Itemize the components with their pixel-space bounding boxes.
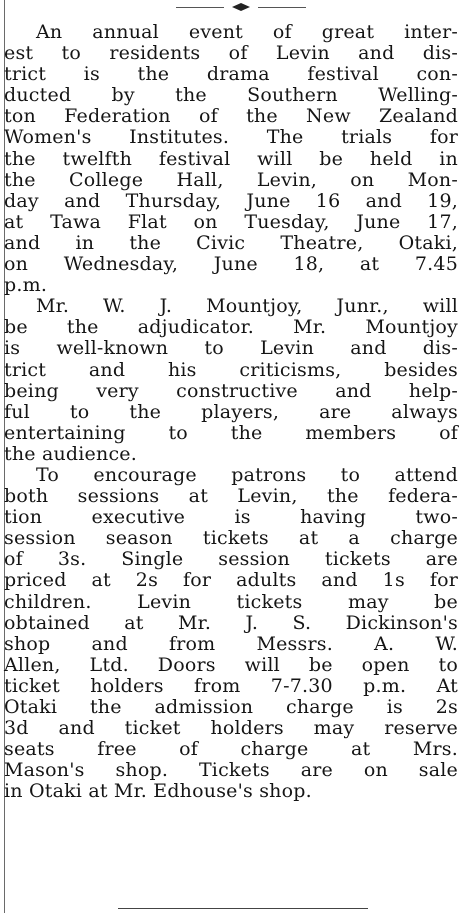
text-line: An annual event of great inter-: [36, 21, 458, 43]
text-line: shop and from Messrs. A. W.: [4, 632, 458, 655]
text-line: is well-known to Levin and dis-: [4, 337, 458, 360]
text-line: both sessions at Levin, the federa-: [4, 485, 458, 508]
text-line: 3d and ticket holders may reserve: [4, 717, 458, 740]
text-line: at Tawa Flat on Tuesday, June 17,: [4, 210, 458, 233]
text-line: priced at 2s for adults and 1s for: [4, 569, 458, 592]
text-line: children. Levin tickets may be: [4, 590, 458, 613]
text-line: day and Thursday, June 16 and 19,: [4, 189, 458, 212]
text-line: the audience.: [4, 442, 137, 465]
text-line: the College Hall, Levin, on Mon-: [4, 168, 458, 191]
text-line: tion executive is having two-: [4, 506, 458, 529]
text-line: obtained at Mr. J. S. Dickinson's: [4, 611, 458, 634]
text-line: Women's Institutes. The trials for: [4, 126, 458, 149]
bottom-rule: [118, 908, 368, 909]
text-line: Mr. W. J. Mountjoy, Junr., will: [36, 295, 458, 318]
text-line: on Wednesday, June 18, at 7.45: [4, 253, 458, 276]
text-line: To encourage patrons to attend: [36, 463, 458, 486]
text-line: p.m.: [4, 274, 48, 297]
text-line: entertaining to the members of: [4, 421, 458, 444]
text-line: and in the Civic Theatre, Otaki,: [4, 231, 458, 254]
article-body: [4, 21, 458, 803]
text-line: ducted by the Southern Welling-: [4, 84, 458, 107]
ornament-rule-right: [258, 7, 306, 8]
text-line: in Otaki at Mr. Edhouse's shop.: [4, 780, 312, 803]
text-line: seats free of charge at Mrs.: [4, 738, 458, 761]
text-line: be the adjudicator. Mr. Mountjoy: [4, 316, 458, 339]
header-ornament: [176, 3, 306, 13]
text-line: trict is the drama festival con-: [4, 63, 458, 86]
ornament-rule-left: [176, 7, 224, 8]
text-line: ticket holders from 7-7.30 p.m. At: [4, 674, 458, 697]
ornament-diamond: [232, 3, 250, 11]
text-line: the twelfth festival will be held in: [4, 147, 458, 170]
text-line: being very constructive and help-: [4, 379, 458, 402]
paragraph: [4, 21, 458, 297]
text-line: ton Federation of the New Zealand: [4, 105, 458, 128]
text-line: trict and his criticisms, besides: [4, 358, 458, 381]
text-line: est to residents of Levin and dis-: [4, 42, 458, 65]
text-line: of 3s. Single session tickets are: [4, 548, 458, 571]
paragraph: [4, 295, 458, 465]
text-line: Mason's shop. Tickets are on sale: [4, 759, 458, 782]
paragraph: [4, 463, 458, 803]
text-line: session season tickets at a charge: [4, 527, 458, 550]
text-line: ful to the players, are always: [4, 400, 458, 423]
text-line: Allen, Ltd. Doors will be open to: [4, 653, 458, 676]
text-line: Otaki the admission charge is 2s: [4, 696, 458, 718]
